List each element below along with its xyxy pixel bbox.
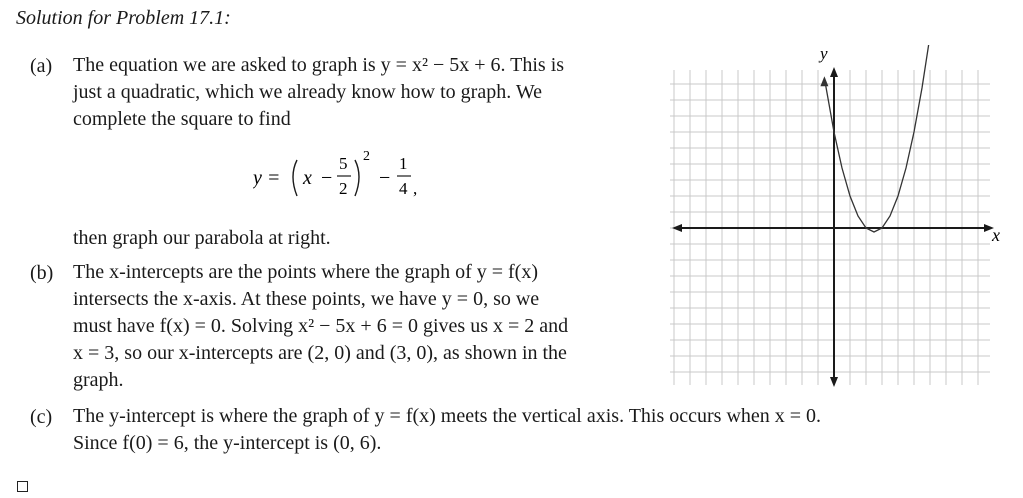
formula-trailing-comma: , bbox=[413, 179, 418, 198]
x-axis-label: x bbox=[992, 225, 1000, 245]
part-a-line-4: then graph our parabola at right. bbox=[73, 227, 331, 249]
part-b-text bbox=[73, 259, 568, 394]
part-c-text bbox=[73, 403, 821, 457]
part-b-line-5: graph. bbox=[73, 369, 124, 391]
solution-title: Solution for Problem 17.1: bbox=[16, 7, 231, 29]
part-a-line-3: complete the square to find bbox=[73, 108, 291, 130]
formula-minus-2: − bbox=[379, 167, 391, 189]
part-b-line-4: x = 3, so our x-intercepts are (2, 0) and (3, 0), as shown in the bbox=[73, 342, 567, 364]
part-b-line-1: The x-intercepts are the points where the graph of y = f(x) bbox=[73, 261, 538, 283]
part-a-line-2: just a quadratic, which we already know how to graph. We bbox=[73, 81, 542, 103]
part-b-line-2: intersects the x-axis. At these points, we have y = 0, so we bbox=[73, 288, 540, 310]
qed-box bbox=[17, 481, 28, 492]
formula-frac2-num: 1 bbox=[399, 154, 408, 173]
formula-left-paren bbox=[293, 160, 297, 196]
part-a-text bbox=[73, 52, 564, 133]
part-c-label: (c) bbox=[30, 406, 53, 428]
y-axis-arrow-up bbox=[830, 67, 838, 77]
formula-frac1-den: 2 bbox=[339, 179, 348, 198]
completed-square-formula bbox=[253, 140, 443, 210]
formula-minus-1: − bbox=[321, 167, 333, 189]
formula-lhs: y = bbox=[253, 167, 281, 189]
part-c-line-1: The y-intercept is where the graph of y = f(x) meets the vertical axis. This occurs when x = 0. bbox=[73, 405, 822, 427]
part-c-line-2: Since f(0) = 6, the y-intercept is (0, 6). bbox=[73, 432, 382, 454]
part-a-line-1: The equation we are asked to graph is y = x² − 5x + 6. This is bbox=[73, 54, 565, 76]
part-a-text-after bbox=[73, 225, 331, 252]
formula-frac1-num: 5 bbox=[339, 154, 348, 173]
y-axis-label: y bbox=[820, 45, 828, 63]
part-a-label: (a) bbox=[30, 55, 53, 77]
formula-right-paren bbox=[355, 160, 359, 196]
part-b-line-3: must have f(x) = 0. Solving x² − 5x + 6 = 0 gives us x = 2 and bbox=[73, 315, 569, 337]
part-b-label: (b) bbox=[30, 262, 54, 284]
y-axis-arrow-down bbox=[830, 377, 838, 387]
formula-var: x bbox=[303, 167, 312, 189]
formula-frac2-den: 4 bbox=[399, 179, 408, 198]
formula-exponent: 2 bbox=[363, 149, 370, 164]
parabola-graph bbox=[670, 45, 1010, 390]
